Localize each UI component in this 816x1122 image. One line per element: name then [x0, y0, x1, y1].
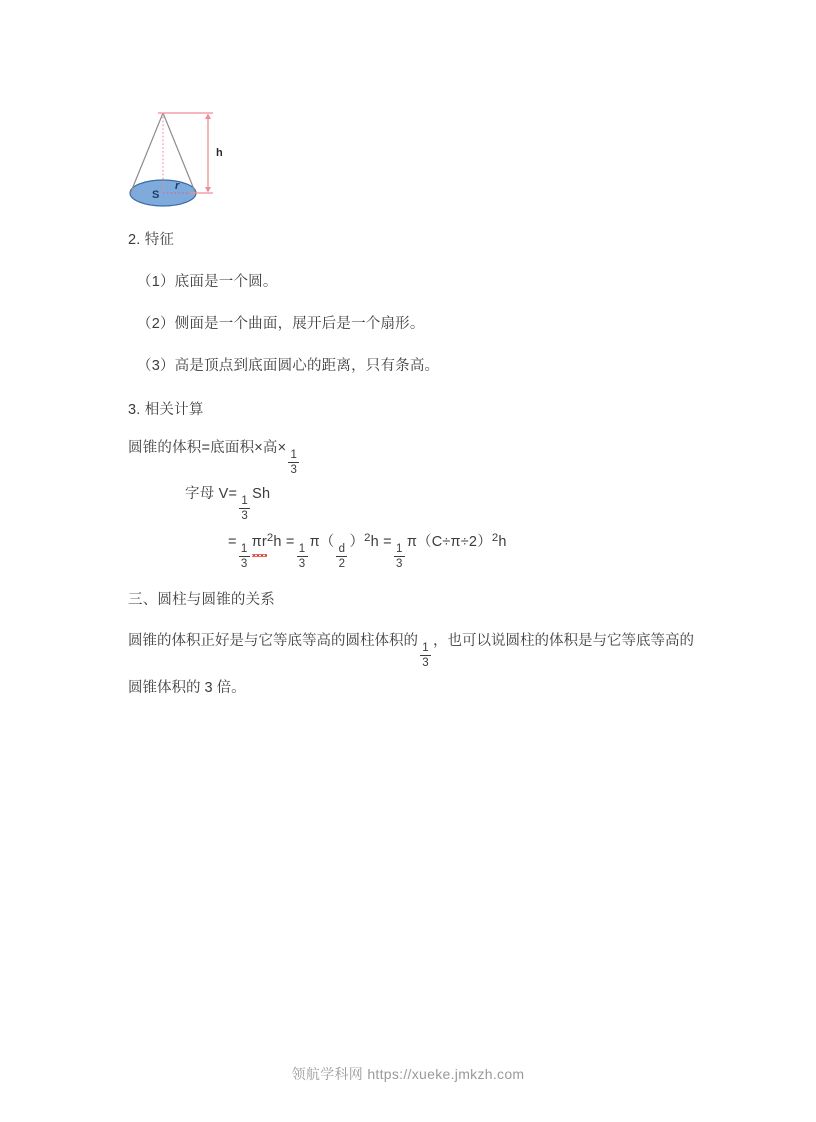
eq3-superscript: 2: [491, 532, 499, 544]
fraction-denominator: 2: [338, 557, 346, 570]
letters-suffix: Sh: [252, 486, 271, 502]
eq3-equals: =: [383, 533, 392, 550]
footer-url: https://xueke.jmkzh.com: [367, 1066, 525, 1082]
eq1-h: h: [273, 533, 282, 550]
radius-label: r: [175, 180, 180, 192]
footer-watermark: [0, 1064, 816, 1084]
cone-diagram: [128, 95, 238, 217]
fraction-denominator: 3: [396, 557, 403, 570]
feature-item-1: （1）底面是一个圆。: [137, 274, 278, 290]
relationship-text-part2: ，也可以说圆柱的体积是与它等底等高的圆锥体积的 3 倍。: [128, 633, 694, 697]
eq2-h: h: [370, 533, 379, 550]
eq2-superscript: 2: [364, 532, 371, 544]
fraction-numerator: 1: [396, 542, 403, 555]
fraction-one-third-eq3: [394, 543, 405, 570]
height-arrow-down: [205, 187, 211, 193]
fraction-numerator: 1: [241, 494, 248, 507]
fraction-numerator: 1: [298, 542, 306, 555]
base-area-label: S: [152, 189, 160, 201]
fraction-denominator: 3: [240, 557, 248, 570]
eq1-pi-r: πr: [251, 533, 267, 550]
eq3-h: h: [498, 533, 507, 550]
volume-formula-words: [128, 438, 301, 476]
fraction-denominator: 3: [422, 657, 429, 670]
relationship-text-part1: 圆锥的体积正好是与它等底等高的圆柱体积的: [128, 633, 418, 649]
footer-site-name: 领航学科网: [291, 1066, 364, 1082]
fraction-one-third-eq1: [239, 543, 250, 570]
height-arrow-up: [205, 114, 211, 120]
fraction-numerator: d: [338, 542, 346, 555]
eq2-pi-open: π（: [309, 533, 335, 550]
letters-label: 字母 V=: [185, 486, 238, 502]
fraction-numerator: 1: [422, 642, 429, 655]
fraction-denominator: 3: [298, 557, 306, 570]
fraction-one-third: [288, 449, 299, 476]
features-heading: 2. 特征: [128, 232, 175, 248]
eq3-body: π（C÷π÷2）: [406, 533, 492, 550]
fraction-d-over-2: [336, 543, 347, 570]
feature-item-2: （2）侧面是一个曲面，展开后是一个扇形。: [137, 316, 425, 332]
eq1-equals: =: [228, 533, 237, 550]
height-label: h: [216, 147, 223, 159]
feature-item-3: （3）高是顶点到底面圆心的距离，只有条高。: [137, 358, 440, 374]
fraction-one-third-relationship: [420, 642, 431, 669]
fraction-numerator: 1: [240, 542, 248, 555]
calculation-heading: 3. 相关计算: [128, 402, 204, 418]
volume-formula-letters: [185, 484, 270, 522]
spellcheck-underline-pi-r: [252, 532, 267, 554]
fraction-denominator: 3: [290, 463, 298, 476]
fraction-one-third-letters: [239, 495, 250, 522]
eq2-equals: =: [285, 533, 295, 550]
relationship-paragraph: [128, 622, 696, 707]
volume-derivation: [228, 530, 507, 570]
fraction-one-third-eq2: [297, 543, 308, 570]
relationship-heading: 三、圆柱与圆锥的关系: [128, 592, 275, 608]
fraction-numerator: 1: [290, 448, 298, 461]
eq1-superscript: 2: [266, 532, 274, 544]
volume-formula-prefix: 圆锥的体积=底面积×高×: [128, 440, 287, 456]
eq2-close: ）: [349, 533, 365, 550]
fraction-denominator: 3: [241, 509, 248, 522]
